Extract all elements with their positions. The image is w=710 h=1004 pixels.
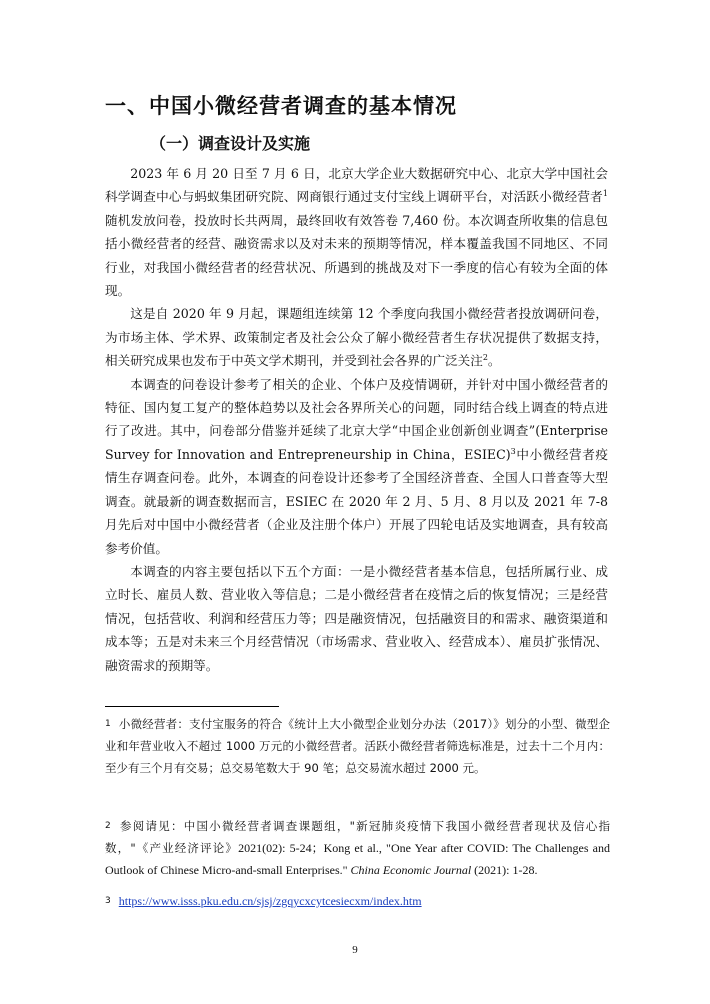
footnote-1: [105, 713, 610, 779]
footnote-3-link[interactable]: https://www.isss.pku.edu.cn/sjsj/zgqycxcytcesiecxm/index.htm: [118, 894, 422, 908]
footnote-2-number: 2: [105, 821, 111, 831]
footnote-3: [105, 890, 610, 912]
footnote-ref-3[interactable]: 3: [510, 446, 516, 456]
paragraph-1: [105, 162, 608, 302]
page-number: 9: [352, 944, 358, 956]
paragraph-1-part-a: 2023 年 6 月 20 日至 7 月 6 日，北京大学企业大数据研究中心、北京大学中国社会科学调查中心与蚂蚁集团研究院、网商银行通过支付宝线上调研平台，对活跃小微经营者: [105, 166, 608, 205]
paragraph-2-part-b: 。: [487, 353, 501, 369]
footnote-2-en-tail: (2021): 1-28.: [471, 863, 538, 877]
footnote-ref-2[interactable]: 2: [482, 353, 488, 363]
paragraph-2-part-a: 这是自 2020 年 9 月起，课题组连续第 12 个季度向我国小微经营者投放调研问卷，为市场主体、学术界、政策制定者及社会公众了解小微经营者生存状况提供了数据支持，相关研究成果也发布于中英文学术期刊，并受到社会各界的广泛关注: [105, 306, 608, 369]
footnote-ref-1[interactable]: 1: [602, 189, 608, 199]
footnote-1-text: 小微经营者：支付宝服务的符合《统计上大小微型企业划分办法（2017）》划分的小型、微型企业和年营业收入不超过 1000 万元的小微经营者。活跃小微经营者筛选标准是，过去十二个月内：至少有三个月有交易；总交易笔数大于 90 笔；总交易流水超过 2000 元。: [105, 717, 610, 775]
footnote-divider: [105, 706, 279, 707]
footnote-2: [105, 815, 610, 881]
body-text: [105, 162, 608, 677]
footnote-2-cn-text: 参阅请见：中国小微经营者调查课题组，"新冠肺炎疫情下我国小微经营者现状及信心指数，"《产业经济评论》: [105, 819, 610, 855]
paragraph-3-part-b: 中小微经营者疫情生存调查问卷。此外，本调查的问卷设计还参考了全国经济普查、全国人口普查等大型调查。就最新的调查数据而言，ESIEC 在 2020 年 2 月、5 月、8 月以及 2021 年 7-8 月先后对中国中小微经营者（企业及注册个体户）开展了四轮电话及实地调查，具有较高参考价值。: [105, 446, 609, 556]
paragraph-3-part-a: 本调查的问卷设计参考了相关的企业、个体户及疫情调研，并针对中国小微经营者的特征、国内复工复产的整体趋势以及社会各界所关心的问题，同时结合线上调查的特点进行了改进。其中，问卷部分借鉴并延续了北京大学“中国企业创新创业调查”(Enterprise Survey for Innovation and Entrepreneurship in China，ESIEC): [105, 376, 608, 462]
footnote-1-number: 1: [105, 719, 111, 729]
paragraph-2: [105, 302, 608, 372]
paragraph-1-part-b: 随机发放问卷，投放时长共两周，最终回收有效答卷 7,460 份。本次调查所收集的信息包括小微经营者的经营、融资需求以及对未来的预期等情况，样本覆盖我国不同地区、不同行业，对我国小微经营者的经营状况、所遇到的挑战及对下一季度的信心有较为全面的体现。: [105, 212, 608, 299]
paragraph-3: [105, 373, 608, 560]
footnote-2-journal: China Economic Journal: [350, 863, 472, 877]
paragraph-4: 本调查的内容主要包括以下五个方面：一是小微经营者基本信息，包括所属行业、成立时长、雇员人数、营业收入等信息；二是小微经营者在疫情之后的恢复情况；三是经营情况，包括营收、利润和经营压力等；四是融资情况，包括融资目的和需求、融资渠道和成本等；五是对未来三个月经营情况（市场需求、营业收入、经营成本）、雇员扩张情况、融资需求的预期等。: [105, 563, 608, 673]
footnote-3-number: 3: [105, 896, 111, 906]
subsection-heading: （一）调查设计及实施: [150, 134, 311, 153]
footnote-2-en-text: 2021(02): 5-24；Kong et al., "One Year after COVID: The Challenges and Outlook of Chinese Micro-and-small Enterprises.": [105, 841, 610, 877]
section-heading: 一、中国小微经营者调查的基本情况: [105, 93, 457, 118]
